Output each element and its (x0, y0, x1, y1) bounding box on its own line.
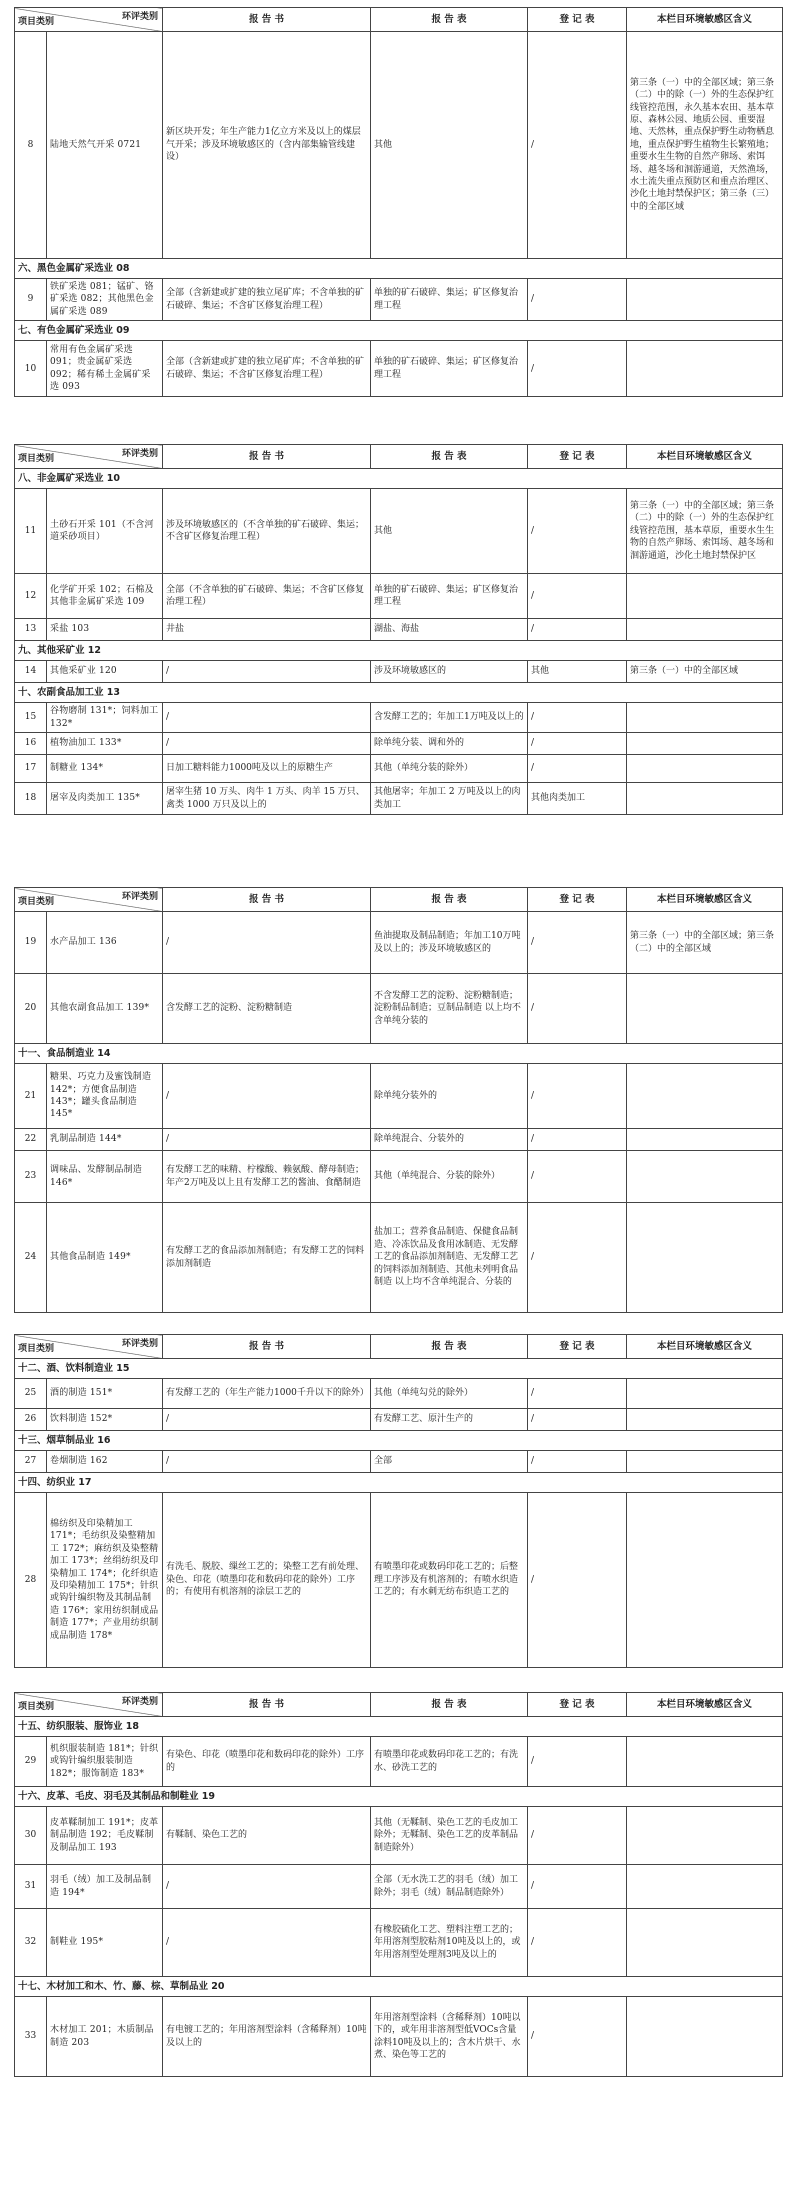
row-number: 11 (15, 489, 47, 574)
header-sensitive-area: 本栏目环境敏感区含义 (627, 445, 783, 469)
sensitive-area-cell: 第三条（一）中的全部区域；第三条（二）中的除（一）外的生态保护红线管控范围，基本草原，重要水生生物的自然产卵场、索饵场、越冬场和洄游通道，沙化土地封禁保护区 (627, 489, 783, 574)
project-category: 制糖业 134* (47, 755, 163, 783)
row-number: 15 (15, 703, 47, 733)
row-number: 27 (15, 1451, 47, 1473)
report-book-cell: / (163, 1909, 371, 1977)
report-form-cell: 其他 (371, 32, 528, 259)
header-register-form: 登 记 表 (528, 1693, 627, 1717)
classification-table-3 (14, 887, 783, 1313)
project-category: 屠宰及肉类加工 135* (47, 783, 163, 815)
table-row (15, 1064, 783, 1129)
register-form-cell: / (528, 912, 627, 974)
sensitive-area-cell: 第三条（一）中的全部区域 (627, 661, 783, 683)
project-category: 植物油加工 133* (47, 733, 163, 755)
table-row (15, 1493, 783, 1668)
row-number: 21 (15, 1064, 47, 1129)
register-form-cell: / (528, 703, 627, 733)
report-book-cell: 全部（含新建或扩建的独立尾矿库；不含单独的矿石破碎、集运；不含矿区修复治理工程） (163, 279, 371, 321)
report-form-cell: 鱼油提取及制品制造；年加工10万吨及以上的；涉及环境敏感区的 (371, 912, 528, 974)
register-form-cell: 其他 (528, 661, 627, 683)
section-row (15, 641, 783, 661)
section-row (15, 1044, 783, 1064)
corner-bottom-label: 项目类别 (18, 1343, 55, 1354)
table-row (15, 1203, 783, 1313)
table-row (15, 755, 783, 783)
table-row (15, 1409, 783, 1431)
report-form-cell: 其他（单纯混合、分装的除外） (371, 1151, 528, 1203)
sensitive-area-cell (627, 1807, 783, 1865)
table-row (15, 1909, 783, 1977)
register-form-cell: / (528, 1129, 627, 1151)
sensitive-area-cell (627, 1129, 783, 1151)
report-book-cell: 新区块开发；年生产能力1亿立方米及以上的煤层气开采；涉及环境敏感区的（含内部集输管线建设） (163, 32, 371, 259)
section-title: 十三、烟草制品业 16 (15, 1431, 783, 1451)
table-row (15, 279, 783, 321)
row-number: 8 (15, 32, 47, 259)
sensitive-area-cell (627, 974, 783, 1044)
register-form-cell: / (528, 733, 627, 755)
row-number: 16 (15, 733, 47, 755)
corner-top-label: 环评类别 (121, 1697, 158, 1707)
register-form-cell: / (528, 489, 627, 574)
register-form-cell: / (528, 1493, 627, 1668)
table-row (15, 1379, 783, 1409)
header-sensitive-area: 本栏目环境敏感区含义 (627, 1335, 783, 1359)
row-number: 24 (15, 1203, 47, 1313)
report-book-cell: / (163, 661, 371, 683)
table-row (15, 32, 783, 259)
row-number: 12 (15, 574, 47, 619)
report-book-cell: 有发酵工艺的（年生产能力1000千升以下的除外） (163, 1379, 371, 1409)
report-book-cell: 全部（不含单独的矿石破碎、集运；不含矿区修复治理工程） (163, 574, 371, 619)
register-form-cell: / (528, 574, 627, 619)
project-category: 乳制品制造 144* (47, 1129, 163, 1151)
classification-table-5 (14, 1692, 783, 2077)
register-form-cell: / (528, 1451, 627, 1473)
report-book-cell: 有发酵工艺的味精、柠檬酸、赖氨酸、酵母制造；年产2万吨及以上且有发酵工艺的酱油、食醋制造 (163, 1151, 371, 1203)
section-row (15, 1431, 783, 1451)
section-title: 八、非金属矿采选业 10 (15, 469, 783, 489)
header-corner-cell (15, 445, 163, 469)
report-book-cell: 屠宰生猪 10 万头、肉牛 1 万头、肉羊 15 万只、禽类 1000 万只及以上的 (163, 783, 371, 815)
classification-table-2 (14, 444, 783, 815)
header-sensitive-area: 本栏目环境敏感区含义 (627, 1693, 783, 1717)
corner-top-label: 环评类别 (121, 1339, 158, 1349)
register-form-cell: / (528, 1909, 627, 1977)
report-book-cell: / (163, 1865, 371, 1909)
table-row (15, 974, 783, 1044)
register-form-cell: / (528, 755, 627, 783)
report-form-cell: 全部 (371, 1451, 528, 1473)
table-header (15, 1335, 783, 1359)
report-book-cell: / (163, 703, 371, 733)
header-corner-cell (15, 1693, 163, 1717)
row-number: 13 (15, 619, 47, 641)
report-form-cell: 单独的矿石破碎、集运；矿区修复治理工程 (371, 341, 528, 397)
sensitive-area-cell (627, 1151, 783, 1203)
project-category: 常用有色金属矿采选 091；贵金属矿采选 092；稀有稀土金属矿采选 093 (47, 341, 163, 397)
row-number: 30 (15, 1807, 47, 1865)
register-form-cell: / (528, 1203, 627, 1313)
header-report-book: 报 告 书 (163, 445, 371, 469)
report-form-cell: 其他（无鞣制、染色工艺的毛皮加工除外；无鞣制、染色工艺的皮革制品制造除外） (371, 1807, 528, 1865)
header-report-book: 报 告 书 (163, 1335, 371, 1359)
table-row (15, 1151, 783, 1203)
table-row (15, 733, 783, 755)
row-number: 32 (15, 1909, 47, 1977)
header-report-form: 报 告 表 (371, 1335, 528, 1359)
project-category: 采盐 103 (47, 619, 163, 641)
row-number: 14 (15, 661, 47, 683)
section-title: 十二、酒、饮料制造业 15 (15, 1359, 783, 1379)
section-row (15, 683, 783, 703)
table-row (15, 341, 783, 397)
section-title: 十四、纺织业 17 (15, 1473, 783, 1493)
report-form-cell: 涉及环境敏感区的 (371, 661, 528, 683)
project-category: 机织服装制造 181*；针织或钩针编织服装制造 182*；服饰制造 183* (47, 1737, 163, 1787)
table-header (15, 445, 783, 469)
header-report-form: 报 告 表 (371, 8, 528, 32)
report-form-cell: 单独的矿石破碎、集运；矿区修复治理工程 (371, 574, 528, 619)
header-register-form: 登 记 表 (528, 445, 627, 469)
sensitive-area-cell (627, 755, 783, 783)
project-category: 陆地天然气开采 0721 (47, 32, 163, 259)
report-form-cell: 其他 (371, 489, 528, 574)
section-row (15, 469, 783, 489)
section-row (15, 1359, 783, 1379)
section-row (15, 1977, 783, 1997)
row-number: 25 (15, 1379, 47, 1409)
project-category: 棉纺织及印染精加工 171*；毛纺织及染整精加工 172*；麻纺织及染整精加工 173*；丝绢纺织及印染精加工 174*；化纤织造及印染精加工 175*；针织或钩针编织物及其制品制造 176*；家用纺织制成品制造 177*；产业用纺织制成品制造 178* (47, 1493, 163, 1668)
register-form-cell: / (528, 619, 627, 641)
row-number: 10 (15, 341, 47, 397)
row-number: 28 (15, 1493, 47, 1668)
section-title: 七、有色金属矿采选业 09 (15, 321, 783, 341)
table-row (15, 783, 783, 815)
register-form-cell: / (528, 1151, 627, 1203)
project-category: 卷烟制造 162 (47, 1451, 163, 1473)
table-header (15, 888, 783, 912)
project-category: 水产品加工 136 (47, 912, 163, 974)
sensitive-area-cell (627, 1064, 783, 1129)
project-category: 糖果、巧克力及蜜饯制造 142*；方便食品制造 143*；罐头食品制造145* (47, 1064, 163, 1129)
section-title: 六、黑色金属矿采选业 08 (15, 259, 783, 279)
sensitive-area-cell (627, 703, 783, 733)
report-form-cell: 盐加工；营养食品制造、保健食品制造、冷冻饮品及食用冰制造、无发酵工艺的食品添加剂制造、无发酵工艺的饲料添加剂制造、其他未列明食品制造 以上均不含单纯混合、分装的 (371, 1203, 528, 1313)
section-row (15, 1717, 783, 1737)
header-report-book: 报 告 书 (163, 888, 371, 912)
report-book-cell: 有染色、印花（喷墨印花和数码印花的除外）工序的 (163, 1737, 371, 1787)
register-form-cell: / (528, 1064, 627, 1129)
header-sensitive-area: 本栏目环境敏感区含义 (627, 888, 783, 912)
sensitive-area-cell (627, 1997, 783, 2077)
sensitive-area-cell (627, 1379, 783, 1409)
sensitive-area-cell (627, 619, 783, 641)
report-form-cell: 有发酵工艺、原汁生产的 (371, 1409, 528, 1431)
header-report-form: 报 告 表 (371, 1693, 528, 1717)
report-book-cell: 日加工糖料能力1000吨及以上的原糖生产 (163, 755, 371, 783)
report-book-cell: / (163, 1451, 371, 1473)
header-register-form: 登 记 表 (528, 1335, 627, 1359)
sensitive-area-cell (627, 1865, 783, 1909)
project-category: 其他农副食品加工 139* (47, 974, 163, 1044)
report-form-cell: 含发酵工艺的；年加工1万吨及以上的 (371, 703, 528, 733)
register-form-cell: / (528, 1865, 627, 1909)
corner-bottom-label: 项目类别 (18, 453, 55, 464)
project-category: 其他采矿业 120 (47, 661, 163, 683)
project-category: 谷物磨制 131*；饲料加工 132* (47, 703, 163, 733)
header-report-book: 报 告 书 (163, 8, 371, 32)
classification-table-1 (14, 7, 783, 397)
register-form-cell: / (528, 32, 627, 259)
report-form-cell: 湖盐、海盐 (371, 619, 528, 641)
row-number: 17 (15, 755, 47, 783)
header-report-book: 报 告 书 (163, 1693, 371, 1717)
project-category: 羽毛（绒）加工及制品制造 194* (47, 1865, 163, 1909)
report-form-cell: 除单纯混合、分装外的 (371, 1129, 528, 1151)
report-book-cell: 有电镀工艺的；年用溶剂型涂料（含稀释剂）10吨及以上的 (163, 1997, 371, 2077)
row-number: 31 (15, 1865, 47, 1909)
header-register-form: 登 记 表 (528, 8, 627, 32)
sensitive-area-cell (627, 341, 783, 397)
header-corner-cell (15, 8, 163, 32)
report-book-cell: / (163, 912, 371, 974)
table-row (15, 1997, 783, 2077)
report-form-cell: 有橡胶硫化工艺、塑料注塑工艺的；年用溶剂型胶粘剂10吨及以上的，或年用溶剂型处理剂3吨及以上的 (371, 1909, 528, 1977)
register-form-cell: / (528, 1409, 627, 1431)
project-category: 其他食品制造 149* (47, 1203, 163, 1313)
report-book-cell: 全部（含新建或扩建的独立尾矿库；不含单独的矿石破碎、集运；不含矿区修复治理工程） (163, 341, 371, 397)
register-form-cell: / (528, 1807, 627, 1865)
header-register-form: 登 记 表 (528, 888, 627, 912)
row-number: 29 (15, 1737, 47, 1787)
sensitive-area-cell (627, 1451, 783, 1473)
sensitive-area-cell (627, 1737, 783, 1787)
register-form-cell: / (528, 279, 627, 321)
section-title: 十七、木材加工和木、竹、藤、棕、草制品业 20 (15, 1977, 783, 1997)
report-form-cell: 年用溶剂型涂料（含稀释剂）10吨以下的，或年用非溶剂型低VOCs含量涂料10吨及以上的；含木片烘干、水煮、染色等工艺的 (371, 1997, 528, 2077)
register-form-cell: / (528, 1379, 627, 1409)
sensitive-area-cell: 第三条（一）中的全部区域；第三条（二）中的除（一）外的生态保护红线管控范围，永久基本农田、基本草原、森林公园、地质公园、重要湿地、天然林，重点保护野生动物栖息地，重点保护野生植物生长繁殖地；重要水生生物的自然产卵场、索饵场、越冬场和洄游通道，天然渔场，水土流失重点预防区和重点治理区、沙化土地封禁保护区；第三条（三）中的全部区域 (627, 32, 783, 259)
row-number: 20 (15, 974, 47, 1044)
project-category: 饮料制造 152* (47, 1409, 163, 1431)
row-number: 22 (15, 1129, 47, 1151)
report-book-cell: 有洗毛、脱胶、缫丝工艺的；染整工艺有前处理、染色、印花（喷墨印花和数码印花的除外）工序的；有使用有机溶剂的涂层工艺的 (163, 1493, 371, 1668)
header-corner-cell (15, 888, 163, 912)
table-row (15, 1865, 783, 1909)
table-header (15, 8, 783, 32)
row-number: 26 (15, 1409, 47, 1431)
report-form-cell: 有喷墨印花或数码印花工艺的；有洗水、砂洗工艺的 (371, 1737, 528, 1787)
report-book-cell: / (163, 1409, 371, 1431)
sensitive-area-cell (627, 1909, 783, 1977)
table-row (15, 912, 783, 974)
table-row (15, 661, 783, 683)
project-category: 铁矿采选 081；锰矿、铬矿采选 082；其他黑色金属矿采选 089 (47, 279, 163, 321)
row-number: 33 (15, 1997, 47, 2077)
report-book-cell: / (163, 733, 371, 755)
report-form-cell: 单独的矿石破碎、集运；矿区修复治理工程 (371, 279, 528, 321)
header-report-form: 报 告 表 (371, 445, 528, 469)
header-sensitive-area: 本栏目环境敏感区含义 (627, 8, 783, 32)
section-row (15, 321, 783, 341)
header-report-form: 报 告 表 (371, 888, 528, 912)
header-corner-cell (15, 1335, 163, 1359)
table-row (15, 1807, 783, 1865)
table-row (15, 1737, 783, 1787)
corner-bottom-label: 项目类别 (18, 1701, 55, 1712)
table-header (15, 1693, 783, 1717)
table-row (15, 619, 783, 641)
project-category: 调味品、发酵制品制造 146* (47, 1151, 163, 1203)
table-row (15, 703, 783, 733)
table-row (15, 1451, 783, 1473)
section-row (15, 1787, 783, 1807)
register-form-cell: 其他肉类加工 (528, 783, 627, 815)
report-form-cell: 其他（单纯勾兑的除外） (371, 1379, 528, 1409)
project-category: 制鞋业 195* (47, 1909, 163, 1977)
sensitive-area-cell (627, 1409, 783, 1431)
sensitive-area-cell (627, 1493, 783, 1668)
row-number: 9 (15, 279, 47, 321)
section-title: 十一、食品制造业 14 (15, 1044, 783, 1064)
project-category: 酒的制造 151* (47, 1379, 163, 1409)
corner-bottom-label: 项目类别 (18, 896, 55, 907)
report-book-cell: 涉及环境敏感区的（不含单独的矿石破碎、集运；不含矿区修复治理工程） (163, 489, 371, 574)
report-book-cell: 井盐 (163, 619, 371, 641)
project-category: 木材加工 201；木质制品制造 203 (47, 1997, 163, 2077)
section-row (15, 1473, 783, 1493)
report-book-cell: / (163, 1064, 371, 1129)
sensitive-area-cell (627, 1203, 783, 1313)
sensitive-area-cell (627, 783, 783, 815)
project-category: 化学矿开采 102；石棉及其他非金属矿采选 109 (47, 574, 163, 619)
table-row (15, 1129, 783, 1151)
register-form-cell: / (528, 341, 627, 397)
classification-table-4 (14, 1334, 783, 1668)
corner-top-label: 环评类别 (121, 12, 158, 22)
row-number: 19 (15, 912, 47, 974)
project-category: 皮革鞣制加工 191*；皮革制品制造 192；毛皮鞣制及制品加工 193 (47, 1807, 163, 1865)
section-title: 十、农副食品加工业 13 (15, 683, 783, 703)
sensitive-area-cell (627, 733, 783, 755)
sensitive-area-cell: 第三条（一）中的全部区域；第三条（二）中的全部区域 (627, 912, 783, 974)
project-category: 土砂石开采 101（不含河道采砂项目） (47, 489, 163, 574)
report-book-cell: 有鞣制、染色工艺的 (163, 1807, 371, 1865)
report-form-cell: 全部（无水洗工艺的羽毛（绒）加工除外；羽毛（绒）制品制造除外） (371, 1865, 528, 1909)
corner-top-label: 环评类别 (121, 892, 158, 902)
corner-bottom-label: 项目类别 (18, 16, 55, 27)
section-row (15, 259, 783, 279)
register-form-cell: / (528, 974, 627, 1044)
table-row (15, 574, 783, 619)
section-title: 九、其他采矿业 12 (15, 641, 783, 661)
report-form-cell: 其他（单纯分装的除外） (371, 755, 528, 783)
row-number: 18 (15, 783, 47, 815)
report-form-cell: 其他屠宰；年加工 2 万吨及以上的肉类加工 (371, 783, 528, 815)
corner-top-label: 环评类别 (121, 449, 158, 459)
report-book-cell: 含发酵工艺的淀粉、淀粉糖制造 (163, 974, 371, 1044)
report-book-cell: / (163, 1129, 371, 1151)
section-title: 十五、纺织服装、服饰业 18 (15, 1717, 783, 1737)
report-form-cell: 除单纯分装外的 (371, 1064, 528, 1129)
report-form-cell: 不含发酵工艺的淀粉、淀粉糖制造；淀粉制品制造；豆制品制造 以上均不含单纯分装的 (371, 974, 528, 1044)
register-form-cell: / (528, 1737, 627, 1787)
row-number: 23 (15, 1151, 47, 1203)
table-row (15, 489, 783, 574)
report-book-cell: 有发酵工艺的食品添加剂制造；有发酵工艺的饲料添加剂制造 (163, 1203, 371, 1313)
register-form-cell: / (528, 1997, 627, 2077)
report-form-cell: 除单纯分装、调和外的 (371, 733, 528, 755)
report-form-cell: 有喷墨印花或数码印花工艺的；后整理工序涉及有机溶剂的；有喷水织造工艺的；有水刺无纺布织造工艺的 (371, 1493, 528, 1668)
sensitive-area-cell (627, 279, 783, 321)
sensitive-area-cell (627, 574, 783, 619)
section-title: 十六、皮革、毛皮、羽毛及其制品和制鞋业 19 (15, 1787, 783, 1807)
